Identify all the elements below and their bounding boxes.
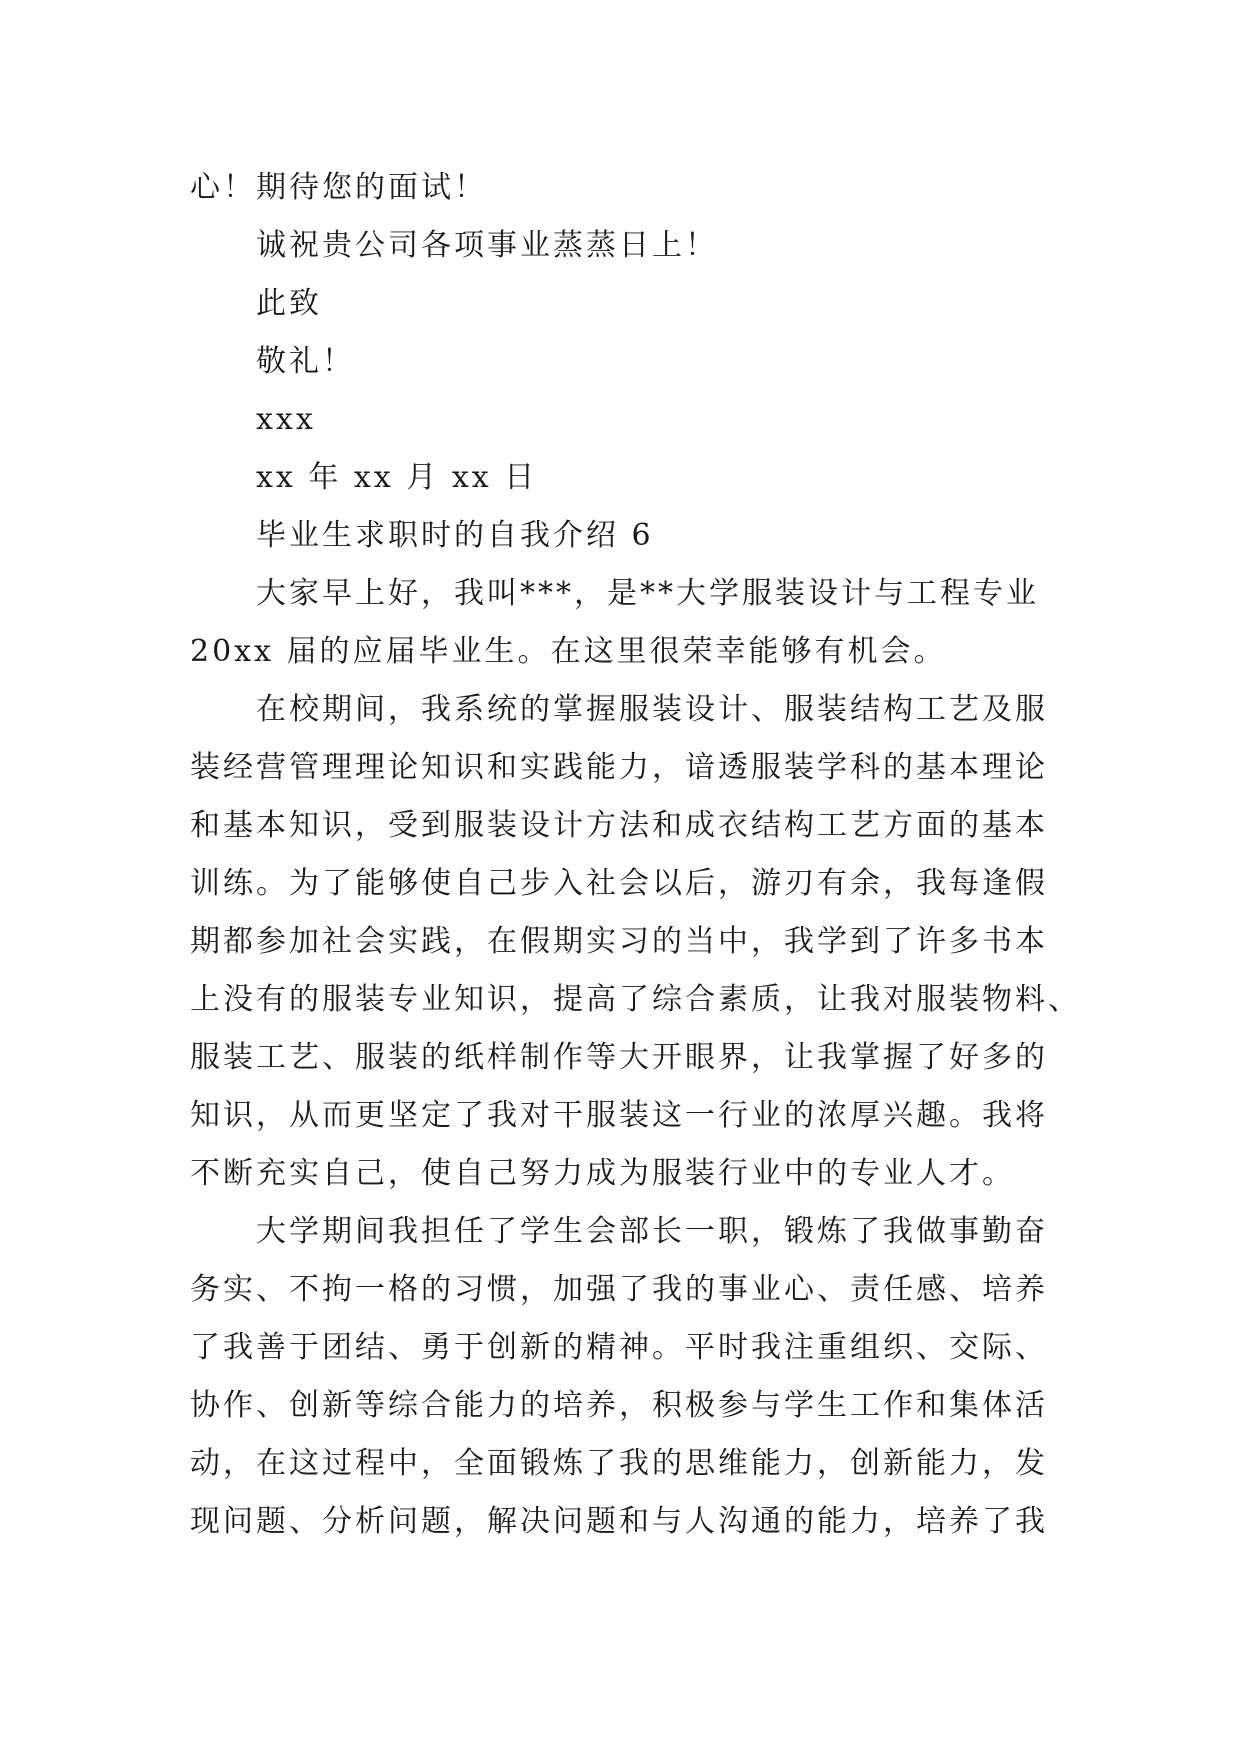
paragraph-line: 和基本知识，受到服装设计方法和成衣结构工艺方面的基本 bbox=[190, 808, 1048, 843]
paragraph-line: 动，在这过程中，全面锻炼了我的思维能力，创新能力，发 bbox=[190, 1446, 1048, 1481]
date-line: xx 年 xx 月 xx 日 bbox=[256, 460, 538, 495]
paragraph-line: 大家早上好，我叫***，是**大学服装设计与工程专业 bbox=[256, 576, 1039, 611]
closing-line: 心！期待您的面试！ bbox=[190, 170, 487, 205]
paragraph-line: 现问题、分析问题，解决问题和与人沟通的能力，培养了我 bbox=[190, 1504, 1048, 1539]
paragraph-line: 上没有的服装专业知识，提高了综合素质，让我对服装物料、 bbox=[190, 982, 1081, 1017]
paragraph-line: 期都参加社会实践，在假期实习的当中，我学到了许多书本 bbox=[190, 924, 1048, 959]
paragraph-line: 服装工艺、服装的纸样制作等大开眼界，让我掌握了好多的 bbox=[190, 1040, 1048, 1075]
paragraph-line: 装经营管理理论知识和实践能力，谙透服装学科的基本理论 bbox=[190, 750, 1048, 785]
paragraph-line: 不断充实自己，使自己努力成为服装行业中的专业人才。 bbox=[190, 1156, 1015, 1191]
paragraph-line: 知识，从而更坚定了我对干服装这一行业的浓厚兴趣。我将 bbox=[190, 1098, 1048, 1133]
paragraph-line: 大学期间我担任了学生会部长一职，锻炼了我做事勤奋 bbox=[256, 1214, 1048, 1249]
closing-wish: 诚祝贵公司各项事业蒸蒸日上！ bbox=[256, 228, 718, 263]
paragraph-line: 协作、创新等综合能力的培养，积极参与学生工作和集体活 bbox=[190, 1388, 1048, 1423]
paragraph-line: 务实、不拘一格的习惯，加强了我的事业心、责任感、培养 bbox=[190, 1272, 1048, 1307]
signature: xxx bbox=[256, 402, 316, 437]
paragraph-line: 训练。为了能够使自己步入社会以后，游刃有余，我每逢假 bbox=[190, 866, 1048, 901]
paragraph-line: 20xx 届的应届毕业生。在这里很荣幸能够有机会。 bbox=[190, 634, 947, 669]
salutation-line: 敬礼！ bbox=[256, 344, 355, 379]
section-title: 毕业生求职时的自我介绍 6 bbox=[256, 518, 654, 553]
salutation-line: 此致 bbox=[256, 286, 322, 321]
paragraph-line: 了我善于团结、勇于创新的精神。平时我注重组织、交际、 bbox=[190, 1330, 1048, 1365]
paragraph-line: 在校期间，我系统的掌握服装设计、服装结构工艺及服 bbox=[256, 692, 1048, 727]
